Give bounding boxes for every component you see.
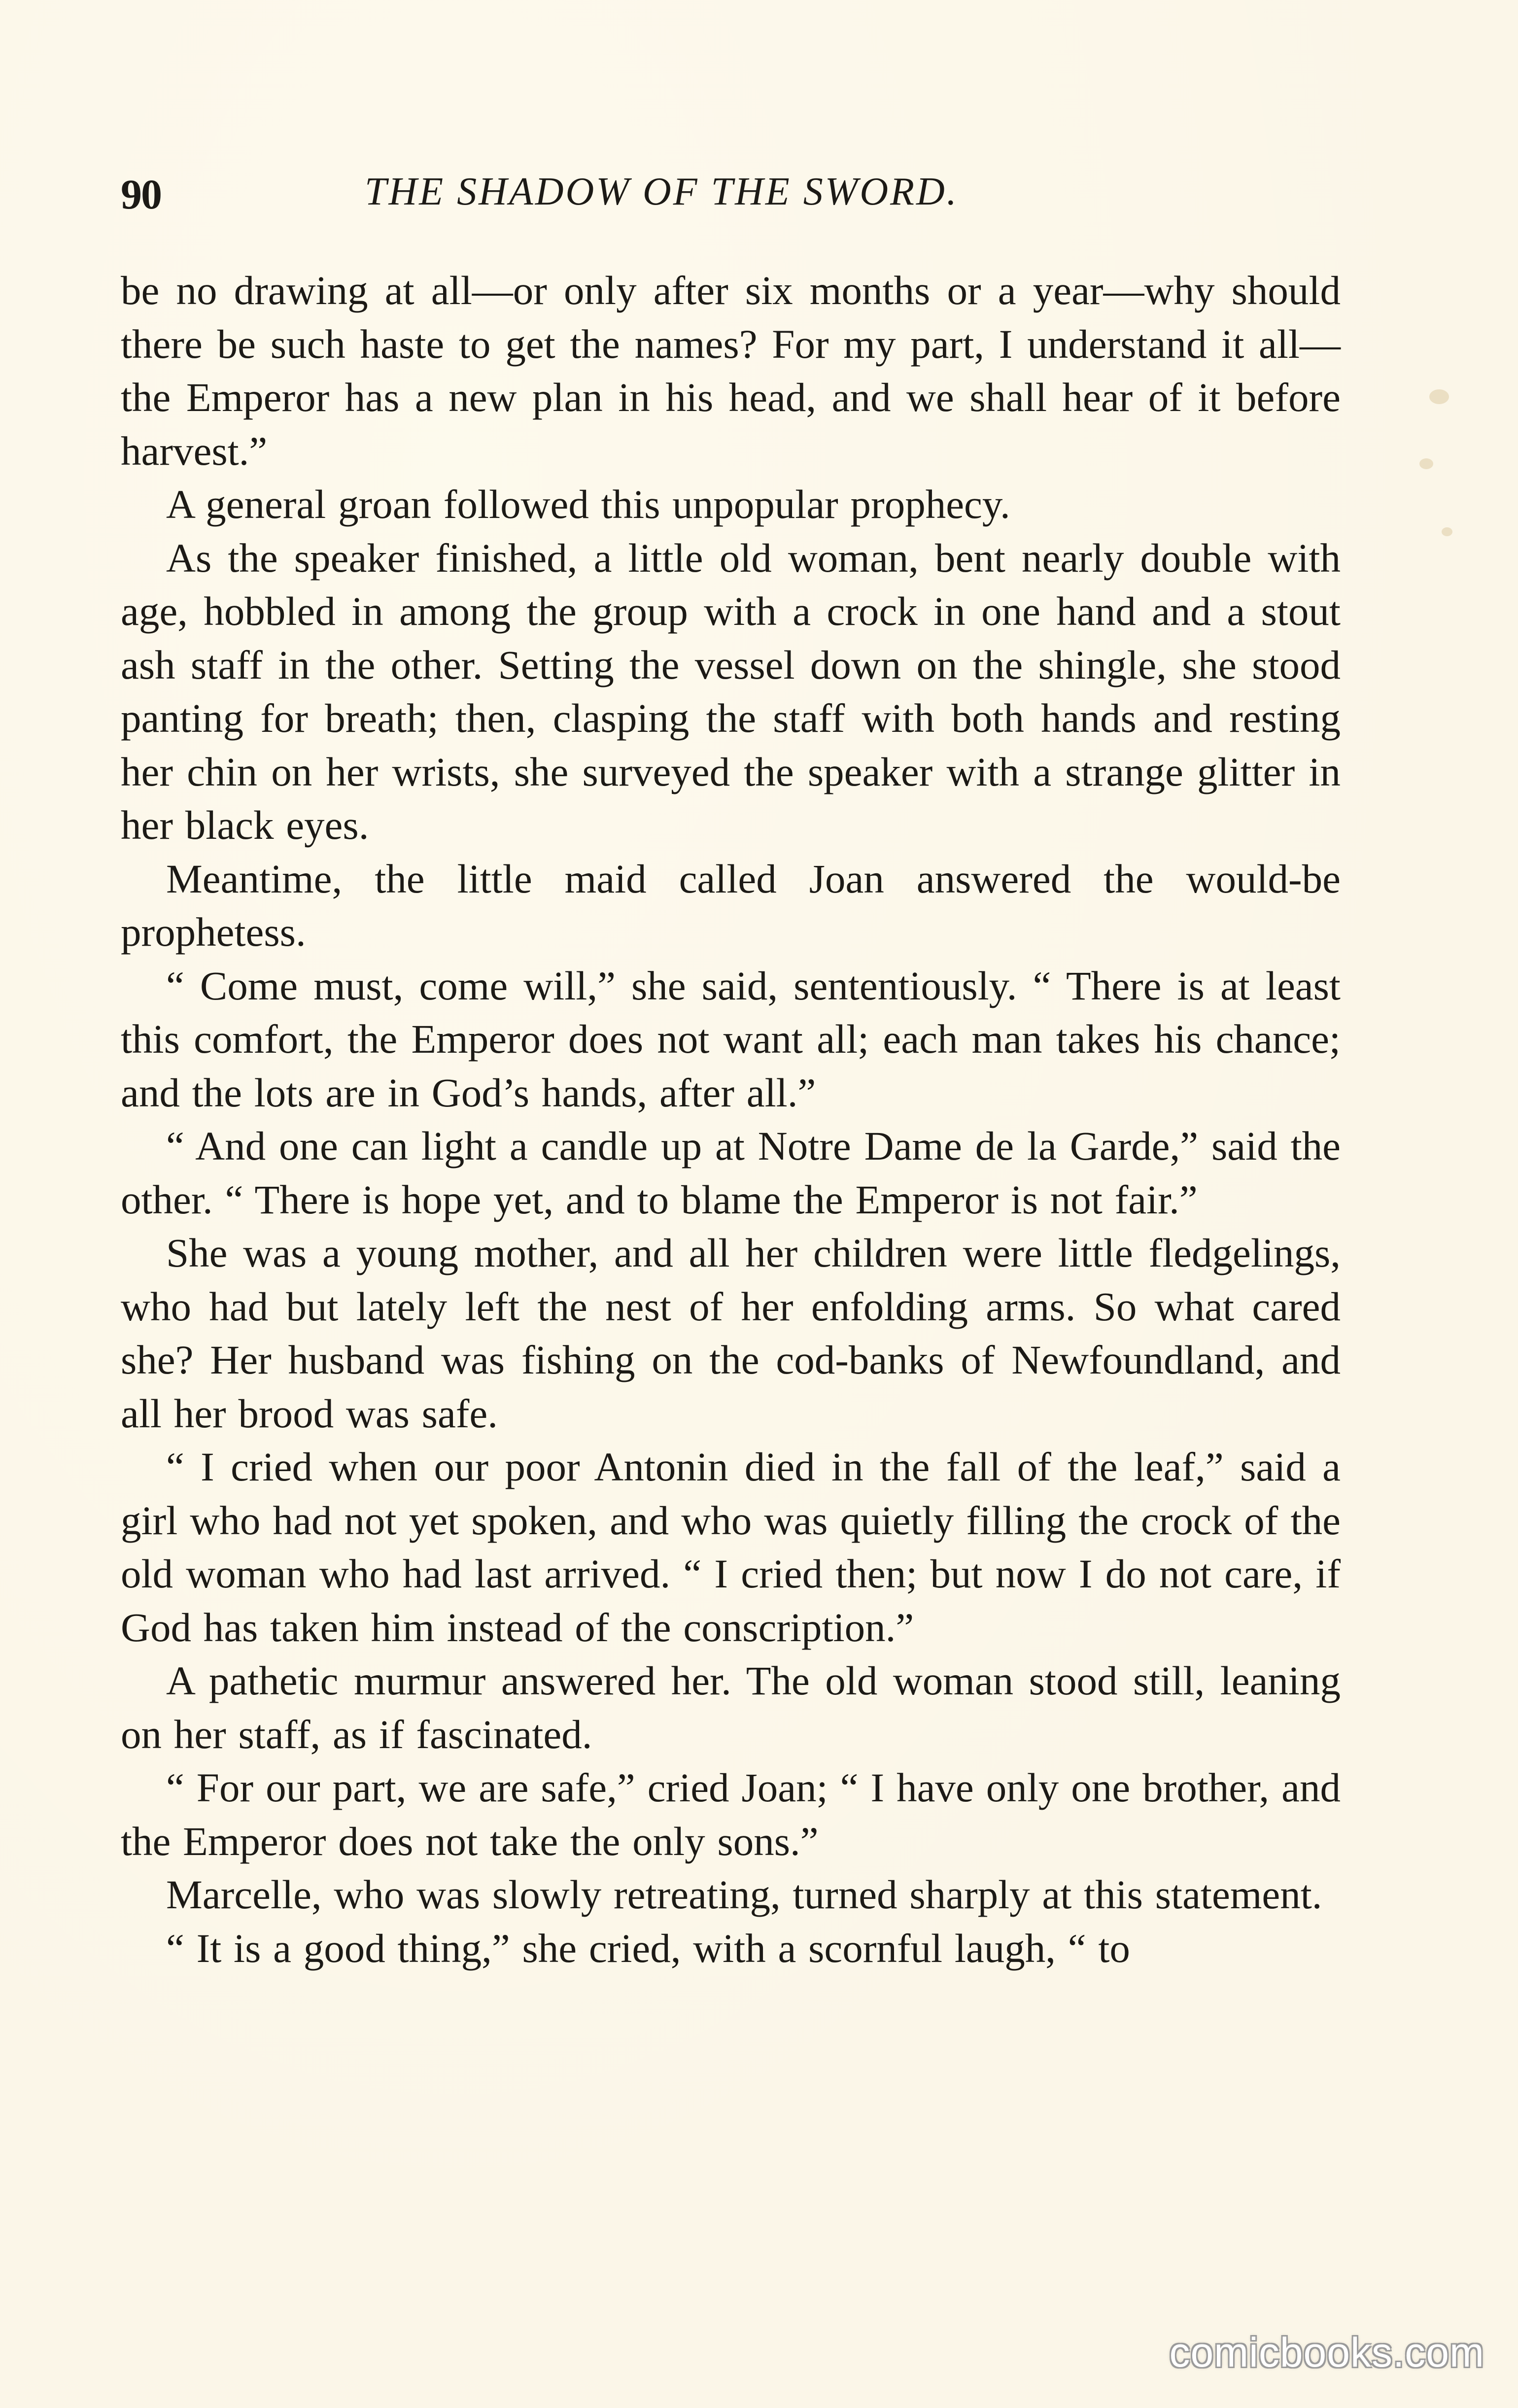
paper-stain [1429,389,1449,404]
paragraph: She was a young mother, and all her children were little fledgelings, who had but lately left the nest of her enfolding arms. So what cared she? Her husband was fishing on the cod-banks of Newfoundland, and all her brood was safe. [121,1230,1341,1436]
watermark: comicbooks.com [1169,2329,1484,2375]
body-text [121,264,1341,1975]
page-header [121,163,1343,222]
paragraph: A general groan followed this unpopular prophecy. [166,482,1010,527]
paragraph: “ Come must, come will,” she said, sententiously. “ There is at least this comfort, the Emperor does not want all; each man takes his chance; and the lots are in God’s hands, after all.” [121,963,1341,1115]
running-head: THE SHADOW OF THE SWORD. [365,170,959,213]
paper-stain [1442,527,1452,536]
paragraph: Meantime, the little maid called Joan answered the would-be prophetess. [121,856,1341,955]
paragraph: Marcelle, who was slowly retreating, turned sharply at this statement. [166,1872,1322,1917]
page-number: 90 [121,171,161,218]
paragraph: As the speaker finished, a little old woman, bent nearly double with age, hobbled in among the group with a crock in one hand and a stout ash staff in the other. Setting the vessel down on the shingle, she stood panting for breath; then, clasping the staff with both hands and resting her chin on her wrists, she surveyed the speaker with a strange glitter in her black eyes. [121,535,1341,848]
paragraph: A pathetic murmur answered her. The old woman stood still, leaning on her staff, as if fascinated. [121,1658,1341,1757]
paragraph: “ For our part, we are safe,” cried Joan; “ I have only one brother, and the Emperor does not take the only sons.” [121,1765,1341,1864]
paper-stain [1419,458,1433,469]
paragraph: “ It is a good thing,” she cried, with a scornful laugh, “ to [166,1925,1130,1971]
paragraph: “ And one can light a candle up at Notre Dame de la Garde,” said the other. “ There is hope yet, and to blame the Emperor is not fair.” [121,1123,1341,1222]
paragraph: be no drawing at all—or only after six months or a year—why should there be such haste to get the names? For my part, I understand it all—the Emperor has a new plan in his head, and we shall hear of it before harvest.” [121,268,1341,474]
paragraph: “ I cried when our poor Antonin died in the fall of the leaf,” said a girl who had not yet spoken, and who was quietly filling the crock of the old woman who had last arrived. “ I cried then; but now I do not care, if God has taken him instead of the conscription.” [121,1444,1341,1650]
